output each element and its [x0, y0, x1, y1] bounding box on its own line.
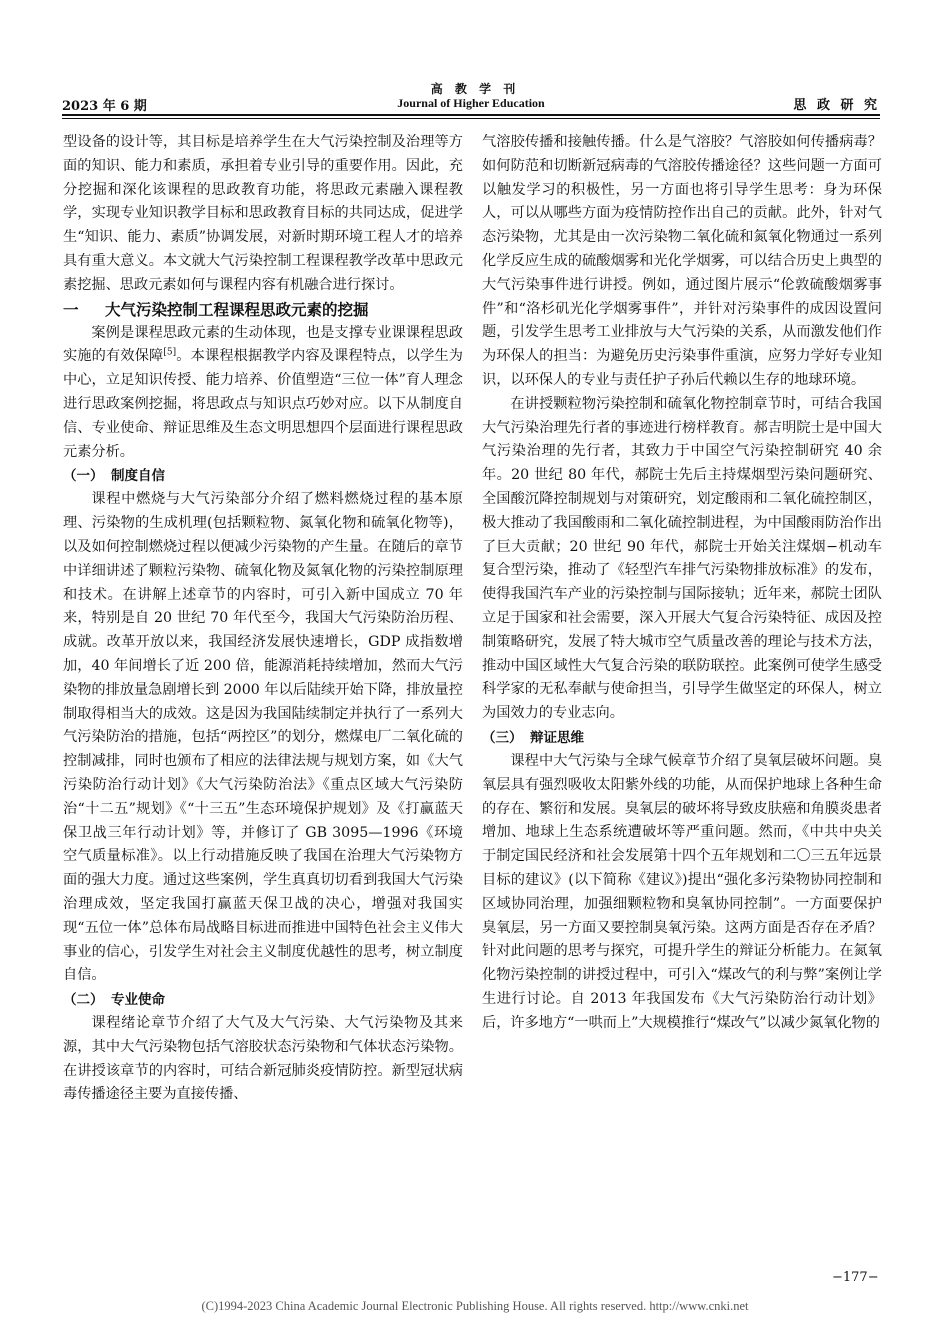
section-number: 一	[63, 300, 79, 319]
subsection-title: 制度自信	[111, 468, 165, 485]
paragraph-section1	[63, 322, 463, 465]
paragraph-sub2: 课程绪论章节介绍了大气及大气污染、大气污染物及其来源，其中大气污染物包括气溶胶状态污染物和气体状态污染物。在讲授该章节的内容时，可结合新冠肺炎疫情防控。新型冠状病毒传播途径主要为直接传播、	[63, 1015, 463, 1103]
paragraph-continued: 气溶胶传播和接触传播。什么是气溶胶？气溶胶如何传播病毒？如何防范和切断新冠病毒的气溶胶传播途径？这些问题一方面可以触发学习的积极性，另一方面也将引导学生思考：身为环保人，可以从哪些方面为疫情防控作出自己的贡献。此外，针对气态污染物，尤其是由一次污染物二氧化硫和氮氧化物通过一系列化学反应生成的硫酸烟雾和光化学烟雾，可以结合历史上典型的大气污染事件进行讲授。例如，通过图片展示“伦敦硫酸烟雾事件”和“洛杉矶光化学烟雾事件”，并针对污染事件的成因设置问题，引发学生思考工业排放与大气污染的关系，从而激发他们作为环保人的担当：为避免历史污染事件重演，应努力学好专业知识，以环保人的专业与责任护子孙后代赖以生存的地球环境。	[482, 134, 882, 388]
running-header	[62, 94, 880, 112]
journal-title-en: Journal of Higher Education	[397, 96, 545, 110]
page-number: −177−	[832, 1270, 879, 1285]
subsection-heading-1	[63, 464, 463, 488]
subsection-number: （一）	[63, 468, 104, 485]
paragraph-text: 。本课程根据教学内容及课程特点，以学生为中心，立足知识传授、能力培养、价值塑造“三位一体”育人理念进行思政案例挖掘，将思政点与知识点巧妙对应。以下从制度自信、专业使命、辩证思维及生态文明思想四个层面进行课程思政元素分析。	[63, 348, 463, 460]
issue-label: 2023 年 6 期	[62, 99, 147, 114]
copyright-footer: (C)1994-2023 China Academic Journal Electronic Publishing House. All rights reserved. http://www.cnki.net	[201, 1299, 749, 1313]
paragraph-intro: 型设备的设计等，其目标是培养学生在大气污染控制及治理等方面的知识、能力和素质，承担着专业引导的重要作用。因此，充分挖掘和深化该课程的思政教育功能，将思政元素融入课程教学，实现专业知识教学目标和思政教育目标的共同达成，促进学生“知识、能力、素质”协调发展，对新时期环境工程人才的培养具有重大意义。本文就大气污染控制工程课程教学改革中思政元素挖掘、思政元素如何与课程内容有机融合进行探讨。	[63, 134, 463, 293]
journal-title-cn: 高 教 学 刊	[430, 82, 520, 96]
subsection-number: （三）	[482, 729, 523, 746]
subsection-title: 辩证思维	[530, 729, 584, 746]
header-rule-thin	[62, 118, 880, 119]
header-rule-thick	[62, 114, 880, 116]
left-column	[63, 131, 463, 1107]
subsection-heading-3	[482, 726, 882, 750]
section-title: 大气污染控制工程课程思政元素的挖掘	[105, 300, 369, 319]
subsection-title: 专业使命	[111, 992, 165, 1009]
paragraph-sub3: 课程中大气污染与全球气候章节介绍了臭氧层破坏问题。臭氧层具有强烈吸收太阳紫外线的功能，从而保护地球上各种生命的存在、繁衍和发展。臭氧层的破坏将导致皮肤癌和角膜炎患者增加、地球上生态系统遭破坏等严重问题。然而，《中共中央关于制定国民经济和社会发展第十四个五年规划和二〇三五年远景目标的建议》(以下简称《建议》)提出“强化多污染物协同控制和区域协同治理，加强细颗粒物和臭氧协同控制”。一方面要保护臭氧层，另一方面又要控制臭氧污染。这两方面是否存在矛盾？针对此问题的思考与探究，可提升学生的辩证分析能力。在氮氧化物污染控制的讲授过程中，可引入“煤改气的利与弊”案例让学生进行讨论。自 2013 年我国发布《大气污染防治行动计划》后，许多地方“一哄而上”大规模推行“煤改气”以减少氮氧化物的	[482, 752, 882, 1031]
paragraph-text: 案例是课程思政元素的生动体现，也是支撑专业课课程思政实施的有效保障	[63, 324, 463, 365]
subsection-number: （二）	[63, 992, 104, 1009]
paragraph-sub1: 课程中燃烧与大气污染部分介绍了燃料燃烧过程的基本原理、污染物的生成机理(包括颗粒物、氮氧化物和硫氧化物等)，以及如何控制燃烧过程以便减少污染物的产生量。在随后的章节中详细讲述了颗粒污染物、硫氧化物及氮氧化物的污染控制原理和技术。在讲解上述章节的内容时，可引入新中国成立 70 年来，特别是自 20 世纪 70 年代至今，我国大气污染防治历程、成就。改革开放以来，我国经济发展快速增长，GDP 成指数增加，40 年间增长了近 200 倍，能源消耗持续增加，然而大气污染物的排放量急剧增长到 2000 年以后陆续开始下降，排放量控制取得相当大的成效。这是因为我国陆续制定并执行了一系列大气污染防治的措施，包括“两控区”的划分，燃煤电厂二氧化硫的控制减排，同时也颁布了相应的法律法规与规划方案，如《大气污染防治行动计划》《大气污染防治法》《重点区域大气污染防治“十二五”规划》《“十三五”生态环境保护规划》及《打赢蓝天保卫战三年行动计划》等，并修订了 GB 3095—1996《环境空气质量标准》。以上行动措施反映了我国在治理大气污染物方面的强大力度。通过这些案例，学生真真切切看到我国大气污染治理成效，坚定我国打赢蓝天保卫战的决心，增强对我国实现“五位一体”总体布局战略目标进而推进中国特色社会主义伟大事业的信心，引发学生对社会主义制度优越性的思考，树立制度自信。	[63, 491, 463, 984]
right-column	[482, 131, 882, 1035]
section-heading-1	[63, 298, 463, 322]
citation-ref: [5]	[163, 347, 177, 358]
paragraph-hao: 在讲授颗粒物污染控制和硫氧化物控制章节时，可结合我国大气污染治理先行者的事迹进行榜样教育。郝吉明院士是中国大气污染治理的先行者，其致力于中国空气污染控制研究 40 余年。20 世纪 80 年代，郝院士先后主持煤烟型污染问题研究、全国酸沉降控制规划与对策研究，划定酸雨和二氧化硫控制区，极大推动了我国酸雨和二氧化硫控制进程，为中国酸雨防治作出了巨大贡献；20 世纪 90 年代，郝院士开始关注煤烟−机动车复合型污染，推动了《轻型汽车排气污染物排放标准》的发布，使得我国汽车产业的污染控制与国际接轨；近年来，郝院士团队立足于国家和社会需要，深入开展大气复合污染特征、成因及控制策略研究，发展了特大城市空气质量改善的理论与技术方法，推动中国区域性大气复合污染的联防联控。此案例可使学生感受科学家的无私奉献与使命担当，引导学生做坚定的环保人，树立为国效力的专业志向。	[482, 395, 882, 722]
subsection-heading-2	[63, 988, 463, 1012]
column-label: 思 政 研 究	[793, 98, 880, 113]
